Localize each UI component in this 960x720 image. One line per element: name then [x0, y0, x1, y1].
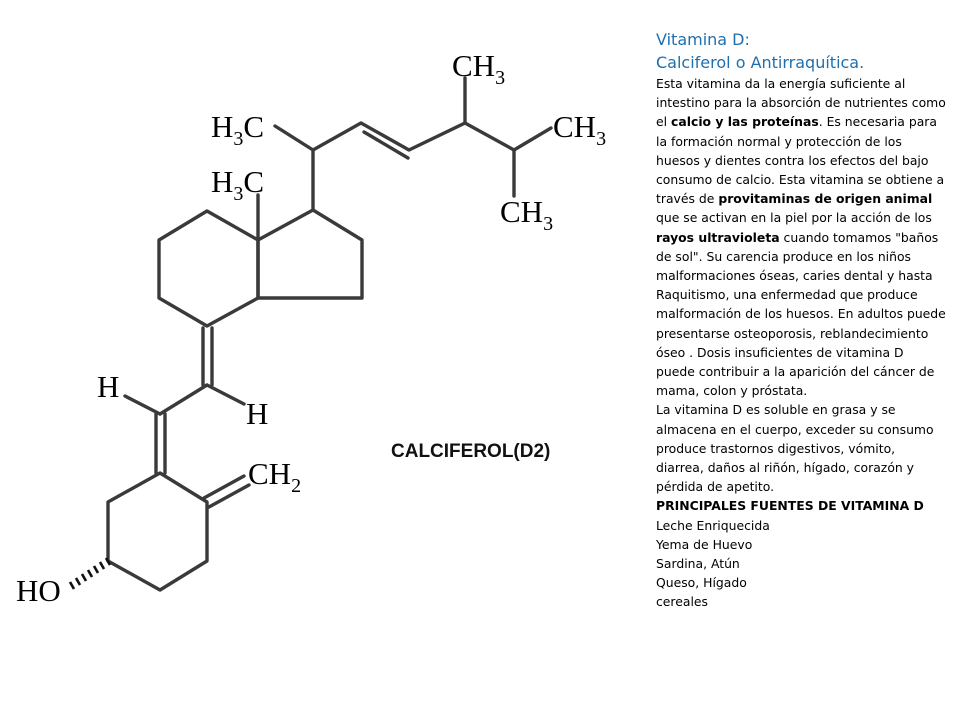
description-paragraph-2: La vitamina D es soluble en grasa y se almacena en el cuerpo, exceder su consumo produce trastornos digestivos, vómito, diarrea, daños al riñón, hígado, corazón y pérdida de apetito. — [656, 402, 934, 495]
bond-lines — [108, 78, 554, 590]
h3c-ring-label: $H_3C$ — [211, 164, 265, 205]
side-chain-bonds — [275, 126, 313, 210]
h3c-left-label: $H_3C$ — [211, 109, 265, 150]
source-item: Yema de Huevo — [656, 536, 753, 552]
methylene-double-bond-b — [209, 485, 249, 507]
paragraph-run: que se activan en la piel por la acción de los — [656, 210, 932, 226]
vitamin-d-description — [656, 28, 946, 612]
cyclohexane-ring — [159, 211, 258, 326]
paragraph-run: cuando tomamos "baños de sol". Su carencia produce en los niños malformaciones óseas, caries dental y hasta Raquitismo, una enfermedad que produce malformación de los huesos. En adultos puede presentarse osteoporosis, reblandecimiento óseo . Dosis insuficientes de vitamina D puede contribuir a la aparición del cáncer de mama, colon y próstata. — [656, 229, 946, 399]
isopropyl-bonds — [465, 123, 551, 150]
sources-list — [656, 516, 946, 612]
paragraph-run: . Es necesaria para la formación normal y protección de los huesos y dientes contra los efectos del bajo consumo de calcio. Esta vitamina se obtiene a través de — [656, 114, 945, 207]
ho-label: HO — [16, 573, 61, 608]
hashed-wedge-bond — [70, 558, 110, 589]
bold-term: calcio y las proteínas — [671, 114, 819, 130]
source-item: Sardina, Atún — [656, 556, 740, 572]
ch3-right-label: $CH_3$ — [553, 109, 607, 150]
description-paragraph-1 — [656, 74, 946, 400]
h-left-bond — [125, 396, 160, 414]
paragraph-run: Esta vitamina da la energía suficiente al intestino para la absorción de nutrientes como el — [656, 76, 946, 130]
triene-chain-bonds — [160, 385, 207, 414]
bold-term: rayos ultravioleta — [656, 229, 780, 245]
compound-name-label: CALCIFEROL(D2) — [391, 441, 551, 462]
side-chain-upper-bonds — [313, 78, 465, 150]
h-left-label: H — [97, 369, 120, 404]
source-item: Leche Enriquecida — [656, 517, 770, 533]
source-item: cereales — [656, 594, 708, 610]
a-ring — [108, 473, 207, 590]
h-right-bond — [207, 385, 244, 404]
sources-heading: PRINCIPALES FUENTES DE VITAMINA D — [656, 498, 924, 514]
source-item: Queso, Hígado — [656, 575, 747, 591]
ch3-bottom-label: $CH_3$ — [500, 194, 554, 235]
ch2-label: $CH_2$ — [248, 456, 302, 497]
bold-term: provitaminas de origen animal — [718, 191, 933, 207]
title-line-2: Calciferol o Antirraquítica. — [656, 53, 865, 72]
ch3-top-label: $CH_3$ — [452, 48, 506, 89]
h-right-label: H — [246, 396, 269, 431]
cyclopentane-ring — [258, 210, 362, 298]
title-line-1: Vitamina D: — [656, 30, 750, 49]
methylene-double-bond-a — [204, 476, 244, 498]
